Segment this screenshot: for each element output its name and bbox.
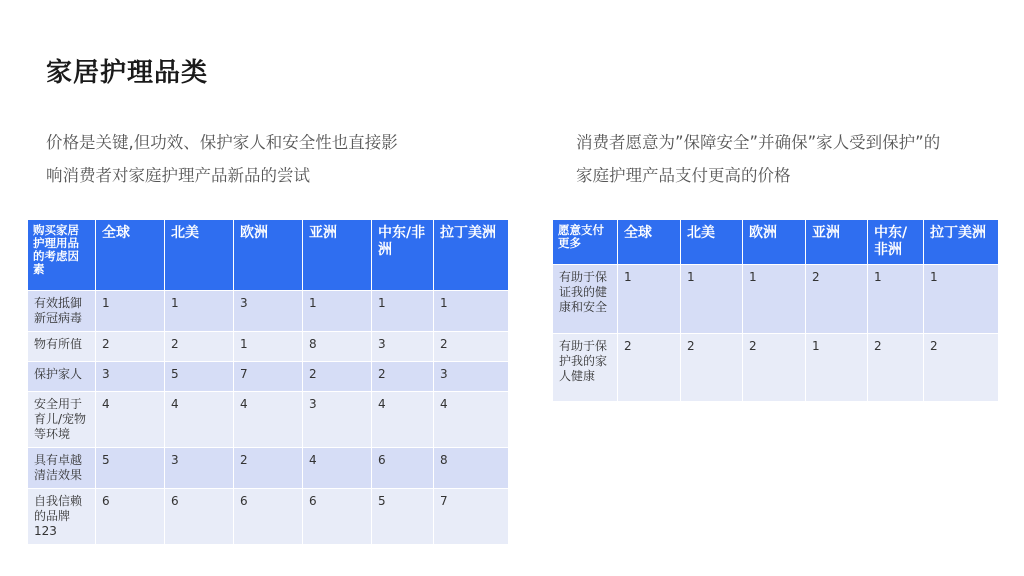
table-cell: 1 <box>303 291 372 332</box>
table-cell: 2 <box>434 332 509 362</box>
table-cell: 7 <box>234 362 303 392</box>
header-cell-asia: 亚洲 <box>303 220 372 291</box>
table-cell: 1 <box>868 265 924 334</box>
table-cell: 4 <box>96 392 165 448</box>
header-cell-mea: 中东/非洲 <box>868 220 924 265</box>
left-subtitle-line2: 响消费者对家庭护理产品新品的尝试 <box>46 166 310 185</box>
table-cell: 4 <box>372 392 434 448</box>
row-label: 有助于保护我的家人健康 <box>553 334 618 402</box>
table-row <box>28 332 509 362</box>
row-label: 安全用于育儿/宠物等环境 <box>28 392 96 448</box>
table-row <box>28 448 509 489</box>
table-cell: 2 <box>165 332 234 362</box>
header-cell-latam: 拉丁美洲 <box>924 220 999 265</box>
table-cell: 5 <box>96 448 165 489</box>
table-cell: 2 <box>868 334 924 402</box>
header-cell-europe: 欧洲 <box>234 220 303 291</box>
table-cell: 1 <box>806 334 868 402</box>
table-cell: 6 <box>303 489 372 545</box>
row-label: 保护家人 <box>28 362 96 392</box>
right-subtitle <box>576 126 996 192</box>
table-cell: 4 <box>303 448 372 489</box>
table-cell: 3 <box>234 291 303 332</box>
table-cell: 3 <box>434 362 509 392</box>
table-cell: 3 <box>303 392 372 448</box>
willing-to-pay-table <box>552 219 999 402</box>
table-cell: 7 <box>434 489 509 545</box>
header-cell-asia: 亚洲 <box>806 220 868 265</box>
table-cell: 2 <box>743 334 806 402</box>
header-cell-latam: 拉丁美洲 <box>434 220 509 291</box>
row-label: 具有卓越清洁效果 <box>28 448 96 489</box>
table-cell: 2 <box>681 334 743 402</box>
table-cell: 6 <box>234 489 303 545</box>
right-subtitle-line2: 家庭护理产品支付更高的价格 <box>576 166 791 185</box>
table-row <box>28 362 509 392</box>
row-label: 自我信赖的品牌123 <box>28 489 96 545</box>
table-cell: 1 <box>165 291 234 332</box>
purchase-factors-table <box>27 219 509 545</box>
table-cell: 5 <box>165 362 234 392</box>
left-subtitle <box>46 126 486 192</box>
right-subtitle-line1: 消费者愿意为”保障安全”并确保”家人受到保护”的 <box>576 133 941 152</box>
header-cell-global: 全球 <box>618 220 681 265</box>
row-label: 有效抵御新冠病毒 <box>28 291 96 332</box>
table-cell: 5 <box>372 489 434 545</box>
row-label: 有助于保证我的健康和安全 <box>553 265 618 334</box>
table-cell: 6 <box>372 448 434 489</box>
header-cell-north-america: 北美 <box>165 220 234 291</box>
table-cell: 2 <box>618 334 681 402</box>
table-row <box>28 489 509 545</box>
table-cell: 6 <box>165 489 234 545</box>
left-subtitle-line1: 价格是关键,但功效、保护家人和安全性也直接影 <box>46 133 398 152</box>
table-cell: 4 <box>434 392 509 448</box>
table-header-row <box>28 220 509 291</box>
table-cell: 3 <box>165 448 234 489</box>
table-cell: 1 <box>743 265 806 334</box>
table-cell: 2 <box>96 332 165 362</box>
header-cell-north-america: 北美 <box>681 220 743 265</box>
table-cell: 3 <box>372 332 434 362</box>
table-row <box>553 334 999 402</box>
table-cell: 3 <box>96 362 165 392</box>
table-cell: 1 <box>618 265 681 334</box>
table-cell: 2 <box>303 362 372 392</box>
table-cell: 1 <box>434 291 509 332</box>
header-cell-global: 全球 <box>96 220 165 291</box>
table-row <box>553 265 999 334</box>
table-cell: 2 <box>924 334 999 402</box>
table-cell: 8 <box>434 448 509 489</box>
table-cell: 4 <box>165 392 234 448</box>
header-cell-mea: 中东/非洲 <box>372 220 434 291</box>
table-cell: 1 <box>372 291 434 332</box>
table-cell: 2 <box>234 448 303 489</box>
table-cell: 8 <box>303 332 372 362</box>
header-cell-willing: 愿意支付更多 <box>553 220 618 265</box>
page-title: 家居护理品类 <box>46 58 209 88</box>
table-cell: 1 <box>681 265 743 334</box>
header-cell-factor: 购买家居护理用品的考虑因素 <box>28 220 96 291</box>
table-cell: 4 <box>234 392 303 448</box>
table-header-row <box>553 220 999 265</box>
row-label: 物有所值 <box>28 332 96 362</box>
table-cell: 1 <box>924 265 999 334</box>
table-cell: 6 <box>96 489 165 545</box>
header-cell-europe: 欧洲 <box>743 220 806 265</box>
table-cell: 2 <box>372 362 434 392</box>
table-cell: 2 <box>806 265 868 334</box>
table-row <box>28 291 509 332</box>
table-cell: 1 <box>96 291 165 332</box>
table-row <box>28 392 509 448</box>
table-cell: 1 <box>234 332 303 362</box>
